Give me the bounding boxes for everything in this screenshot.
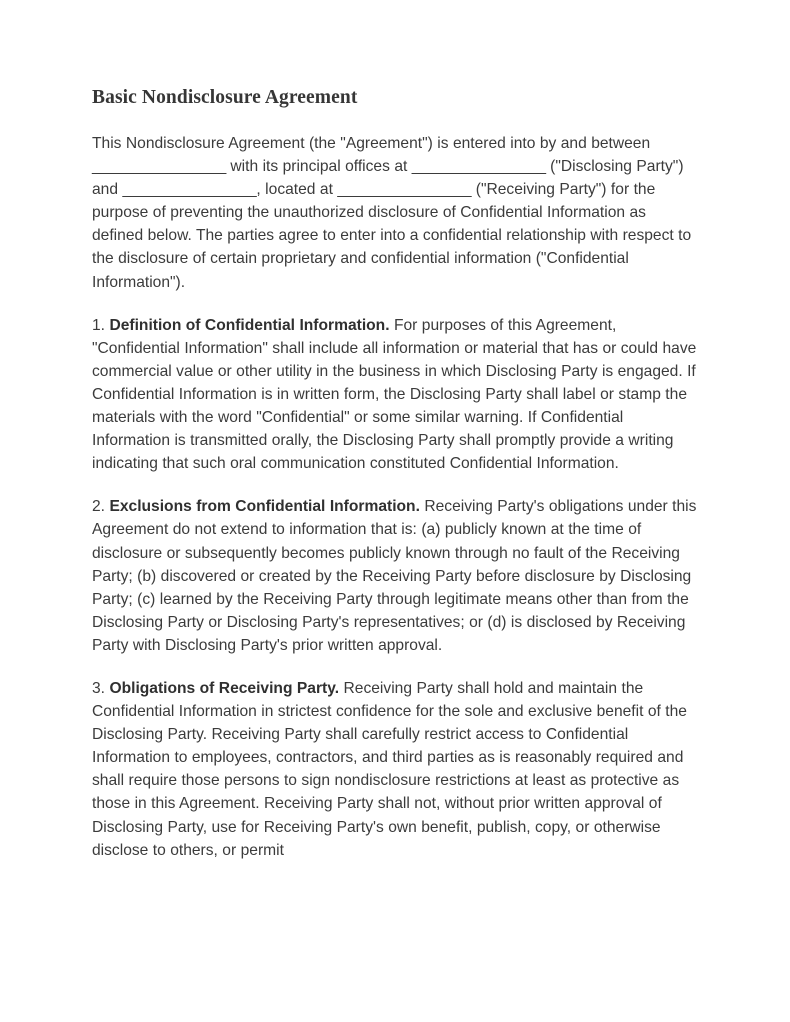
paragraph-exclusions — [92, 495, 698, 657]
section-body-definition: For purposes of this Agreement, "Confidential Information" shall include all information or material that has or could have commercial value or other utility in the business in which Disclosing Party is engaged. If Confidential Information is in written form, the Disclosing Party shall label or stamp the materials with the word "Confidential" or some similar warning. If Confidential Information is transmitted orally, the Disclosing Party shall promptly provide a writing indicating that such oral communication constituted Confidential Information. — [92, 316, 697, 473]
document-body — [92, 86, 698, 862]
preamble-text-5: ("Receiving Party") for the purpose of preventing the unauthorized disclosure of Confidential Information as defined below. The parties agree to enter into a confidential relationship with respect to the disclosure of certain proprietary and confidential information ("Confidential Information"). — [92, 181, 692, 291]
blank-field-receiving-name[interactable]: ________________ — [122, 181, 257, 199]
section-number-3: 3. — [92, 679, 106, 697]
preamble-text-2: with its principal offices at — [225, 158, 412, 176]
paragraph-obligations — [92, 677, 698, 862]
page-title: Basic Nondisclosure Agreement — [92, 87, 358, 108]
paragraph-preamble — [92, 132, 698, 294]
preamble-text-1: This Nondisclosure Agreement (the "Agreement") is entered into by and between — [92, 135, 651, 152]
blank-field-disclosing-address[interactable]: ________________ — [411, 158, 546, 176]
section-heading-definition: Definition of Confidential Information. — [109, 316, 390, 334]
blank-field-receiving-address[interactable]: ________________ — [337, 181, 472, 199]
section-body-obligations: Receiving Party shall hold and maintain the Confidential Information in strictest confidence for the sole and exclusive benefit of the Disclosing Party. Receiving Party shall carefully restrict access to Confidential Information to employees, contractors, and third parties as is reasonably required and shall require those persons to sign nondisclosure restrictions at least as protective as those in this Agreement. Receiving Party shall not, without prior written approval of Disclosing Party, use for Receiving Party's own benefit, publish, copy, or otherwise disclose to others, or permit — [92, 679, 687, 859]
preamble-text-4: , located at — [256, 181, 338, 199]
preamble-text-3: ("Disclosing Party") and — [92, 158, 684, 199]
section-number-1: 1. — [92, 316, 106, 334]
section-body-exclusions: Receiving Party's obligations under this Agreement do not extend to information that is: (a) publicly known at the time of disclosure or subsequently becomes publicly known through no fault of the Receiving Party; (b) discovered or created by the Receiving Party before disclosure by Disclosing Party; (c) learned by the Receiving Party through legitimate means other than from the Disclosing Party or Disclosing Party's representatives; or (d) is disclosed by Receiving Party with Disclosing Party's prior written approval. — [92, 498, 697, 654]
blank-field-party-name[interactable]: ________________ — [92, 158, 226, 176]
section-heading-exclusions: Exclusions from Confidential Information. — [109, 498, 420, 516]
paragraph-definition — [92, 314, 698, 476]
section-heading-obligations: Obligations of Receiving Party. — [109, 679, 340, 697]
section-number-2: 2. — [92, 498, 106, 516]
